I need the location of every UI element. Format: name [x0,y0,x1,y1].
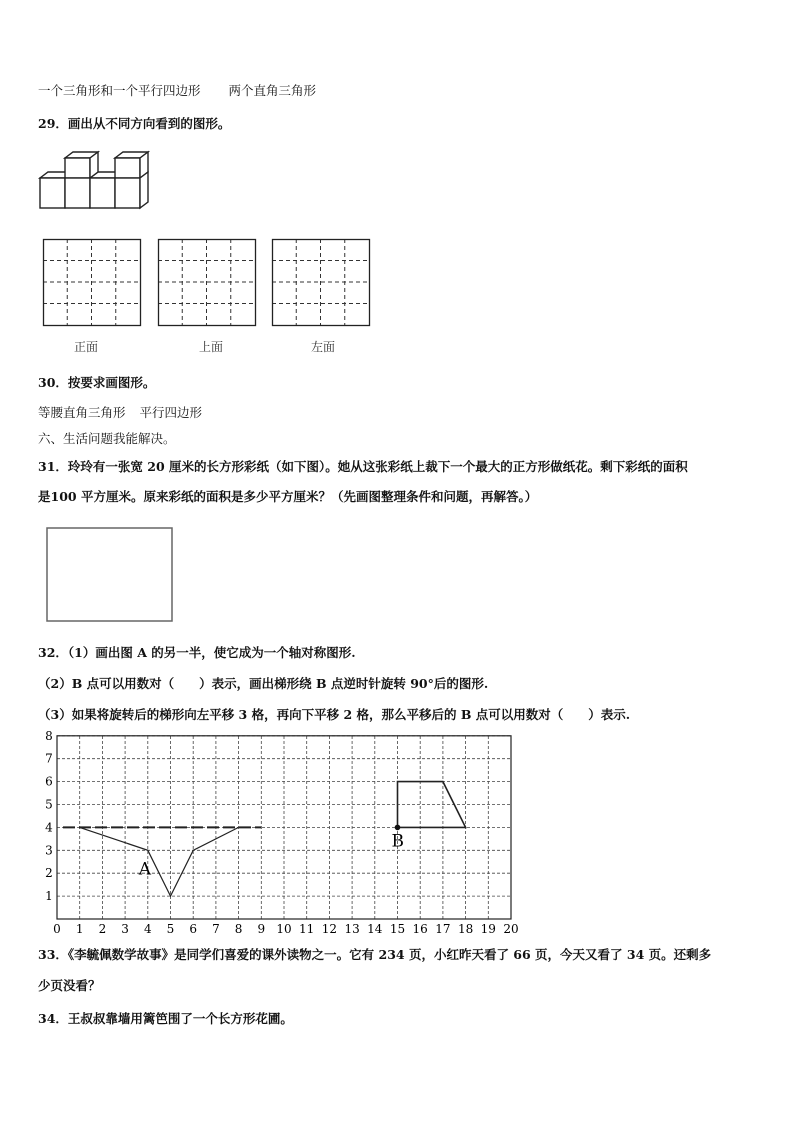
q32-line3: （3）如果将旋转后的梯形向左平移 3 格，再向下平移 2 格，那么平移后的 B 点可以用数对（ ）表示. [38,707,631,722]
x-tick-label: 18 [457,922,474,936]
q30-option-b: 平行四边形 [139,405,203,420]
option-b: 两个直角三角形 [228,83,317,98]
q32-line2: （2）B 点可以用数对（ ）表示，画出梯形绕 B 点逆时针旋转 90°后的图形. [38,676,489,691]
q31-line1: 31．玲玲有一张宽 20 厘米的长方形彩纸（如下图）。她从这张彩纸上裁下一个最大的正方形做纸花。剩下彩纸的面积 [38,459,688,474]
x-tick-label: 4 [143,922,152,936]
q31-line2: 是100 平方厘米。原来彩纸的面积是多少平方厘米？（先画图整理条件和问题，再解答。） [38,489,538,504]
option-a: 一个三角形和一个平行四边形 [38,83,201,98]
x-tick-label: 16 [412,922,428,936]
x-tick-label: 9 [257,922,266,936]
y-tick-label: 4 [45,820,53,835]
option-line [38,83,316,99]
x-tick-label: 14 [367,922,383,936]
x-tick-label: 20 [503,922,519,936]
y-tick-label: 6 [45,774,53,789]
x-tick-label: 3 [121,922,129,936]
label-left: 左面 [311,340,336,354]
x-tick-label: 6 [189,922,198,936]
label-front: 正面 [74,340,99,354]
coordinate-grid[interactable] [40,728,520,938]
y-tick-label: 3 [45,843,53,858]
q33-line2: 少页没看？ [38,978,101,993]
x-tick-label: 1 [75,922,84,936]
x-tick-label: 0 [53,922,61,936]
x-tick-label: 15 [389,922,406,936]
section-heading: 六、生活问题我能解决。 [38,431,176,446]
q33-line1: 33．《李毓佩数学故事》是同学们喜爱的课外读物之一。它有 234 页，小红昨天看了 66 页，今天又看了 34 页。还剩多 [38,947,712,962]
x-tick-label: 10 [276,922,292,936]
y-tick-label: 7 [45,751,53,766]
x-tick-label: 2 [98,922,107,936]
x-tick-label: 19 [480,922,496,936]
grid-top[interactable] [158,239,256,326]
x-tick-label: 13 [344,922,360,936]
paper-rectangle [46,527,174,623]
x-tick-label: 5 [166,922,175,936]
point-b-label: B [391,831,404,852]
point-b [395,825,401,831]
x-tick-label: 8 [234,922,243,936]
x-tick-label: 12 [321,922,338,936]
shape-a [80,827,239,896]
q34-title: 34．王叔叔靠墙用篱笆围了一个长方形花圃。 [38,1011,293,1026]
q30-title: 30．按要求画图形。 [38,375,156,390]
x-tick-label: 11 [299,922,315,936]
q32-line1: 32．（1）画出图 A 的另一半，使它成为一个轴对称图形. [38,645,356,660]
x-tick-label: 7 [212,922,220,936]
shape-a-label: A [138,859,152,880]
y-tick-label: 1 [45,889,53,904]
label-top: 上面 [199,340,224,354]
q30-option-a: 等腰直角三角形 [38,405,126,420]
q29-title: 29．画出从不同方向看到的图形。 [38,116,231,131]
grid-left[interactable] [272,239,370,326]
y-tick-label: 8 [45,728,53,743]
y-tick-label: 5 [45,797,53,812]
q30-options [38,405,202,421]
cube-stack-figure [40,150,152,212]
grid-front[interactable] [43,239,141,326]
y-tick-label: 2 [45,866,53,881]
x-tick-label: 17 [435,922,451,936]
